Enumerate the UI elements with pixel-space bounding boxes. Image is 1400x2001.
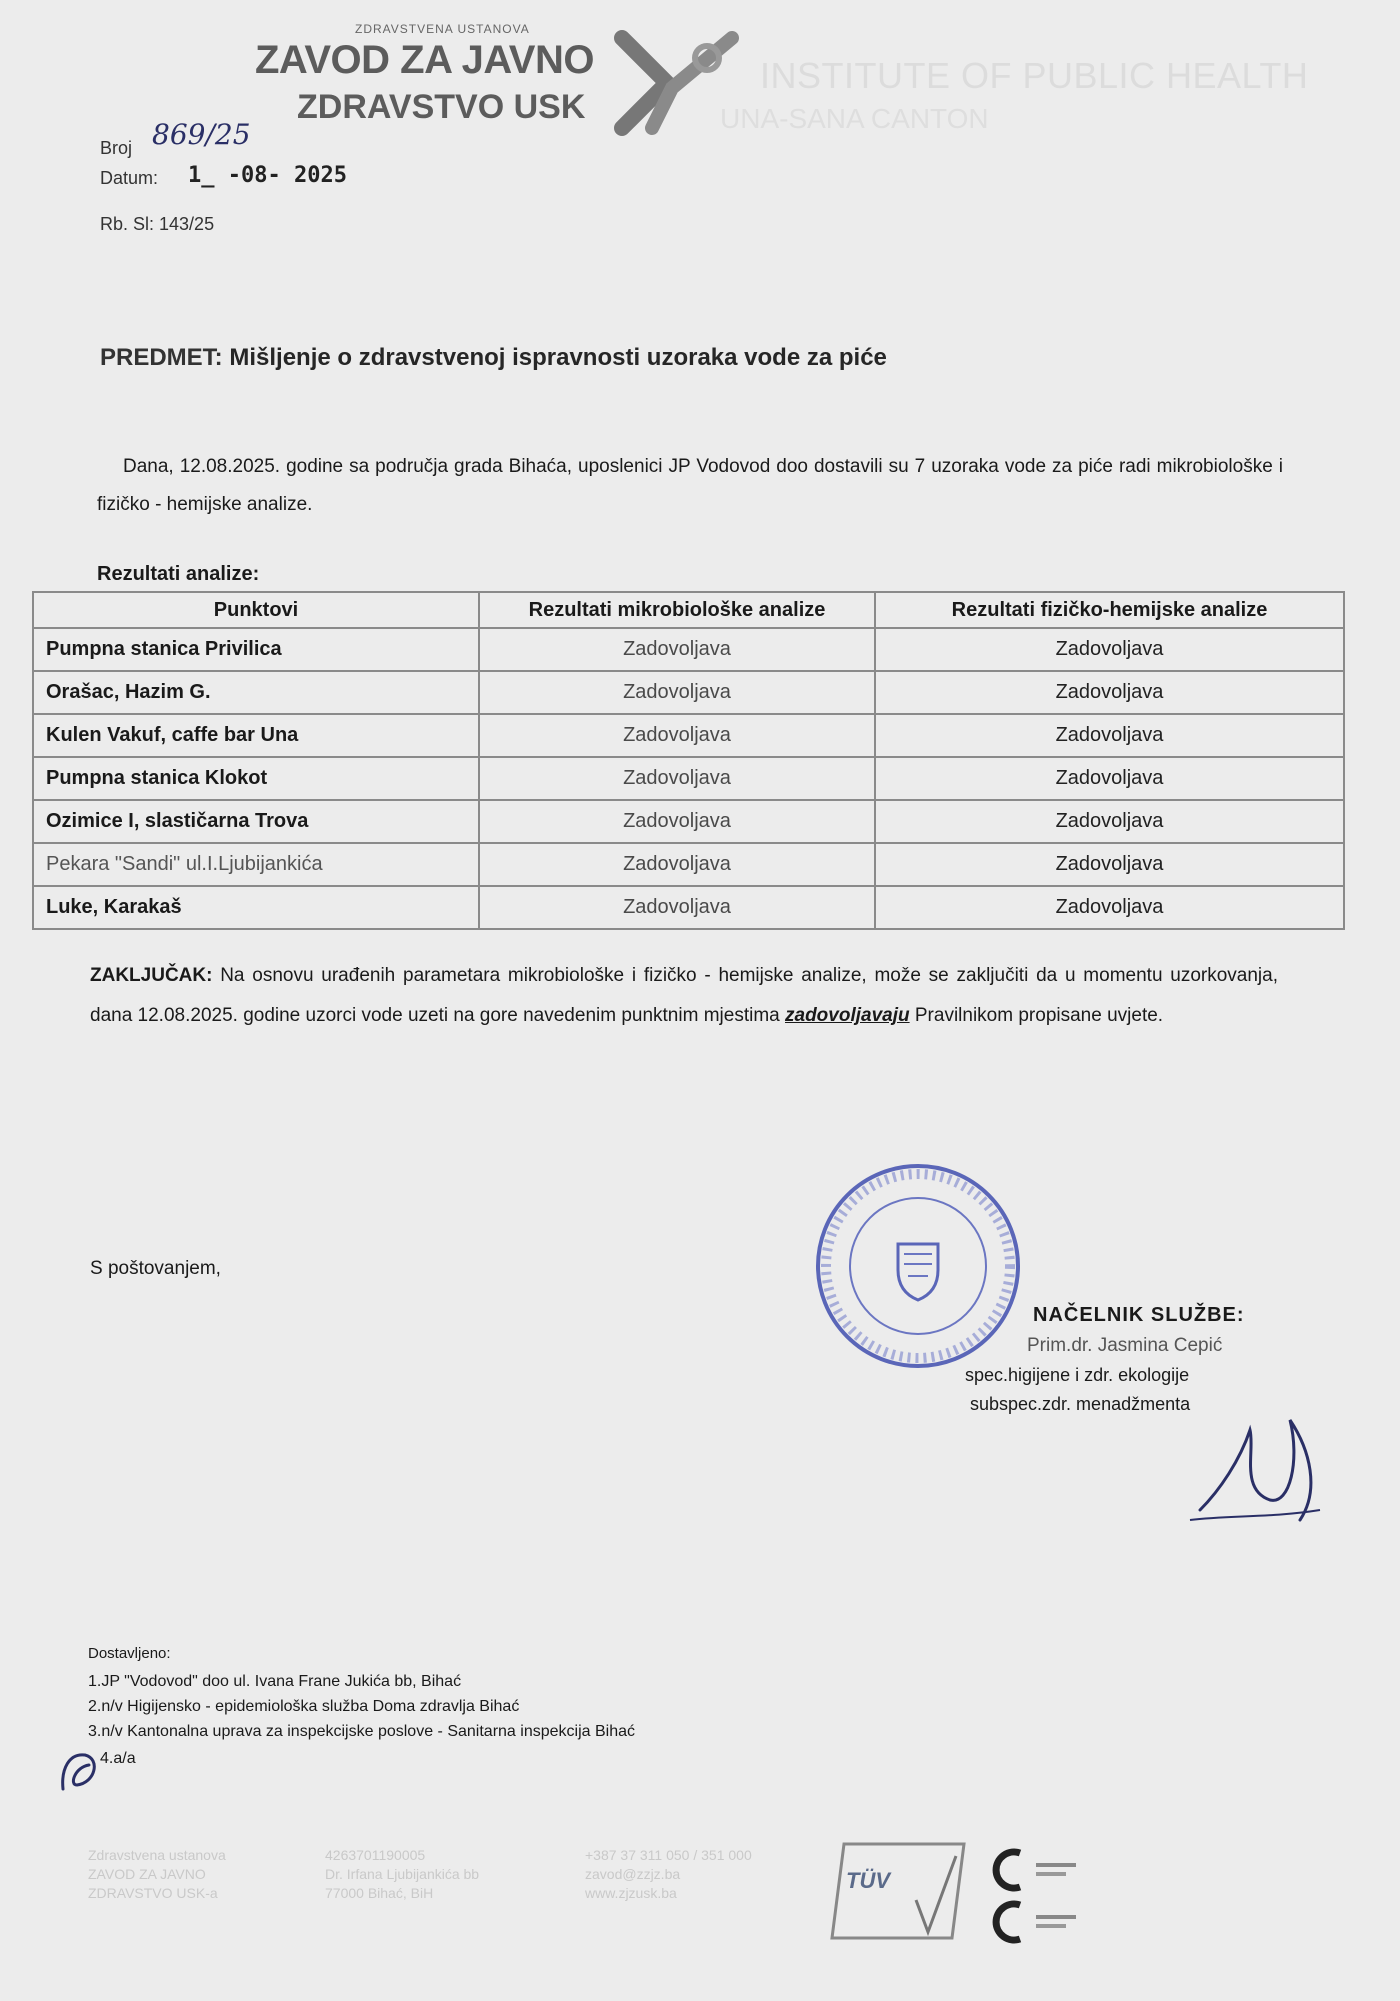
handwritten-signature-icon xyxy=(1180,1400,1330,1530)
table-row xyxy=(33,714,1344,757)
footer-org xyxy=(88,1846,226,1903)
footer-text: Zdravstvena ustanova xyxy=(88,1847,226,1863)
logo-subtitle: ZDRAVSTVENA USTANOVA xyxy=(355,22,530,36)
conclusion-text: Na osnovu urađenih parametara mikrobiološke i fizičko - hemijske analize, može se zaključiti da u momentu uzorkovanja, dana 12.08.2025. godine uzorci vode uzeti na gore navedenim punktnim mjestima xyxy=(90,965,1278,1026)
column-header-physicochemical: Rezultati fizičko-hemijske analize xyxy=(875,592,1344,628)
chem-result-cell: Zadovoljava xyxy=(875,671,1344,714)
location-cell: Pekara "Sandi" ul.I.Ljubijankića xyxy=(33,843,479,886)
micro-result-cell: Zadovoljava xyxy=(479,628,875,671)
signature-title: NAČELNIK SLUŽBE: xyxy=(1033,1304,1245,1326)
micro-result-cell: Zadovoljava xyxy=(479,800,875,843)
location-cell: Ozimice I, slastičarna Trova xyxy=(33,800,479,843)
conclusion-paragraph xyxy=(90,956,1278,1036)
location-cell: Pumpna stanica Klokot xyxy=(33,757,479,800)
table-row xyxy=(33,671,1344,714)
footer-text: ZDRAVSTVO USK-a xyxy=(88,1885,218,1901)
signature-name: Prim.dr. Jasmina Cepić xyxy=(1027,1335,1223,1356)
micro-result-cell: Zadovoljava xyxy=(479,843,875,886)
broj-label: Broj xyxy=(100,138,133,158)
chem-result-cell: Zadovoljava xyxy=(875,886,1344,929)
results-table xyxy=(32,591,1345,930)
footer-text: zavod@zzjz.ba xyxy=(585,1866,681,1882)
location-cell: Orašac, Hazim G. xyxy=(33,671,479,714)
subject-text: Mišljenje o zdravstvenoj ispravnosti uzoraka vode za piće xyxy=(229,344,887,371)
delivered-item: 4.a/a xyxy=(100,1750,136,1767)
official-stamp-icon xyxy=(812,1160,1024,1372)
footer-text: +387 37 311 050 / 351 000 xyxy=(585,1847,752,1863)
location-cell: Luke, Karakaš xyxy=(33,886,479,929)
intro-paragraph: Dana, 12.08.2025. godine sa područja grada Bihaća, uposlenici JP Vodovod doo dostavili su 7 uzoraka vode za piće radi mikrobiološke i fizičko - hemijske analize. xyxy=(97,456,1283,515)
column-header-punktovi: Punktovi xyxy=(33,592,479,628)
logo-title-line2: ZDRAVSTVO USK xyxy=(297,88,586,126)
results-label: Rezultati analize: xyxy=(97,563,260,585)
broj-handwritten-value: 869/25 xyxy=(152,118,251,151)
delivered-item: 3.n/v Kantonalna uprava za inspekcijske poslove - Sanitarna inspekcija Bihać xyxy=(88,1723,635,1740)
delivered-item: 2.n/v Higijensko - epidemiološka služba Doma zdravlja Bihać xyxy=(88,1698,520,1715)
certification-logo-icon xyxy=(990,1897,1120,1947)
subject-line xyxy=(100,344,887,372)
chem-result-cell: Zadovoljava xyxy=(875,800,1344,843)
footer-text: Dr. Irfana Ljubijankića bb xyxy=(325,1866,480,1882)
table-header-row xyxy=(33,592,1344,628)
datum-stamp-value: 1_ -08- 2025 xyxy=(188,163,347,188)
logo-english-line1: INSTITUTE OF PUBLIC HEALTH xyxy=(760,55,1309,96)
rb-reference: Rb. Sl: 143/25 xyxy=(100,214,215,234)
table-row xyxy=(33,628,1344,671)
chem-result-cell: Zadovoljava xyxy=(875,757,1344,800)
delivered-label: Dostavljeno: xyxy=(88,1645,171,1662)
micro-result-cell: Zadovoljava xyxy=(479,671,875,714)
chem-result-cell: Zadovoljava xyxy=(875,714,1344,757)
micro-result-cell: Zadovoljava xyxy=(479,757,875,800)
chem-result-cell: Zadovoljava xyxy=(875,628,1344,671)
footer-text: ZAVOD ZA JAVNO xyxy=(88,1866,206,1882)
subject-label: PREDMET: xyxy=(100,344,223,371)
footer-text: 4263701190005 xyxy=(325,1847,426,1863)
delivered-item: 1.JP "Vodovod" doo ul. Ivana Frane Jukića bb, Bihać xyxy=(88,1673,462,1690)
conclusion-label: ZAKLJUČAK: xyxy=(90,965,213,986)
logo-title-line1: ZAVOD ZA JAVNO xyxy=(255,38,594,82)
table-row xyxy=(33,757,1344,800)
table-row xyxy=(33,886,1344,929)
location-cell: Pumpna stanica Privilica xyxy=(33,628,479,671)
footer-address xyxy=(325,1846,479,1903)
signature-specialty: spec.higijene i zdr. ekologije xyxy=(965,1365,1190,1385)
closing-greeting: S poštovanjem, xyxy=(90,1258,221,1279)
tuv-label: TÜV xyxy=(846,1868,890,1893)
conclusion-emphasis: zadovoljavaju xyxy=(785,1005,910,1026)
conclusion-text-end: Pravilnikom propisane uvjete. xyxy=(909,1005,1164,1026)
certification-logo-icon xyxy=(990,1845,1120,1895)
handwritten-initials-icon xyxy=(55,1745,111,1795)
table-row xyxy=(33,800,1344,843)
micro-result-cell: Zadovoljava xyxy=(479,714,875,757)
footer-contact xyxy=(585,1846,752,1903)
signature-subspecialty: subspec.zdr. menadžmenta xyxy=(970,1394,1191,1414)
micro-result-cell: Zadovoljava xyxy=(479,886,875,929)
chem-result-cell: Zadovoljava xyxy=(875,843,1344,886)
column-header-microbiological: Rezultati mikrobiološke analize xyxy=(479,592,875,628)
table-row xyxy=(33,843,1344,886)
footer-text: 77000 Bihać, BiH xyxy=(325,1885,434,1901)
logo-english-line2: UNA-SANA CANTON xyxy=(720,103,989,134)
location-cell: Kulen Vakuf, caffe bar Una xyxy=(33,714,479,757)
datum-label: Datum: xyxy=(100,168,159,188)
footer-text: www.zjzusk.ba xyxy=(585,1885,677,1901)
